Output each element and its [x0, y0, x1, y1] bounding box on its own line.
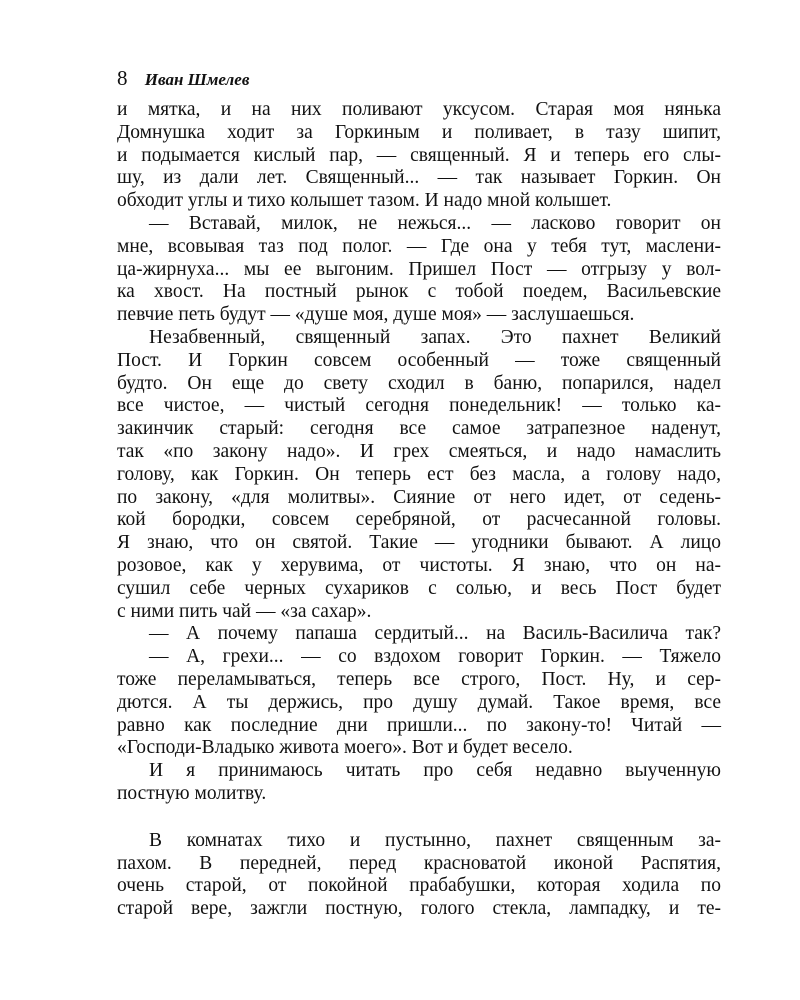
- text-line: очень старой, от покойной прабабушки, которая ходила по: [117, 875, 721, 897]
- text-line: Домнушка ходит за Горкиным и поливает, в тазу шипит,: [117, 121, 721, 143]
- text-line: розовое, как у херувима, от чистоты. Я знаю, что он на-: [117, 554, 721, 576]
- text-line: старой вере, зажгли постную, голого стекла, лампадку, и те-: [117, 898, 721, 920]
- text-line: Пост. И Горкин совсем особенный — тоже священный: [117, 349, 721, 371]
- text-line: голову, как Горкин. Он теперь ест без масла, а голову надо,: [117, 463, 721, 485]
- text-line: будто. Он еще до свету сходил в баню, попарился, надел: [117, 372, 721, 394]
- text-line: и подымается кислый пар, — священный. Я и теперь его слы-: [117, 144, 721, 166]
- section-break: [117, 806, 721, 830]
- text-line: ка хвост. На постный рынок с тобой поедем, Васильевские: [117, 281, 721, 303]
- text-line: по закону, «для молитвы». Сияние от него идет, от седень-: [117, 486, 721, 508]
- text-line: и мятка, и на них поливают уксусом. Старая моя нянька: [117, 99, 721, 120]
- text-line: — А, грехи... — со вздохом говорит Горкин. — Тяжело: [149, 646, 721, 668]
- text-line: — Вставай, милок, не нежься... — ласково говорит он: [149, 212, 721, 234]
- text-line: шу, из дали лет. Священный... — так называет Горкин. Он: [117, 167, 721, 189]
- text-line: дются. А ты держись, про душу думай. Такое время, все: [117, 691, 721, 713]
- text-line: равно как последние дни пришли... по закону-то! Читай —: [117, 714, 721, 736]
- text-line: закинчик старый: сегодня все самое затрапезное наденут,: [117, 418, 721, 440]
- text-line: тоже переламываться, теперь все строго, Пост. Ну, и сер-: [117, 668, 721, 690]
- text-line: певчие петь будут — «душе моя, душе моя» — заслушаешься.: [117, 304, 635, 326]
- text-line: мне, всовывая таз под полог. — Где она у тебя тут, маслени-: [117, 235, 721, 257]
- page-number: 8: [117, 66, 128, 90]
- text-line: с ними пить чай — «за сахар».: [117, 600, 372, 622]
- text-line: И я принимаюсь читать про себя недавно выученную: [149, 760, 721, 782]
- text-line: «Господи-Владыко живота моего». Вот и будет весело.: [117, 737, 573, 759]
- text-line: обходит углы и тихо колышет тазом. И надо мной колышет.: [117, 190, 612, 212]
- text-line: так «по закону надо». И грех смеяться, и надо намаслить: [117, 440, 721, 462]
- text-line: все чистое, — чистый сегодня понедельник! — только ка-: [117, 395, 721, 417]
- text-line: постную молитву.: [117, 782, 267, 804]
- text-line: Я знаю, что он святой. Такие — угодники бывают. А лицо: [117, 532, 721, 554]
- text-line: В комнатах тихо и пустынно, пахнет священным за-: [149, 829, 721, 851]
- text-line: пахом. В передней, перед красноватой иконой Распятия,: [117, 852, 721, 874]
- text-line: кой бородки, совсем серебряной, от расчесанной головы.: [117, 509, 721, 531]
- text-line: ца-жирнуха... мы ее выгоним. Пришел Пост — отгрызу у вол-: [117, 258, 721, 280]
- text-line: — А почему папаша сердитый... на Василь-Василича так?: [149, 623, 721, 645]
- author-name: Иван Шмелев: [144, 70, 250, 89]
- text-line: сушил себе черных сухариков с солью, и весь Пост будет: [117, 577, 721, 599]
- running-header: [117, 66, 249, 92]
- text-line: Незабвенный, священный запах. Это пахнет Великий: [149, 326, 721, 348]
- body-text: [117, 99, 721, 921]
